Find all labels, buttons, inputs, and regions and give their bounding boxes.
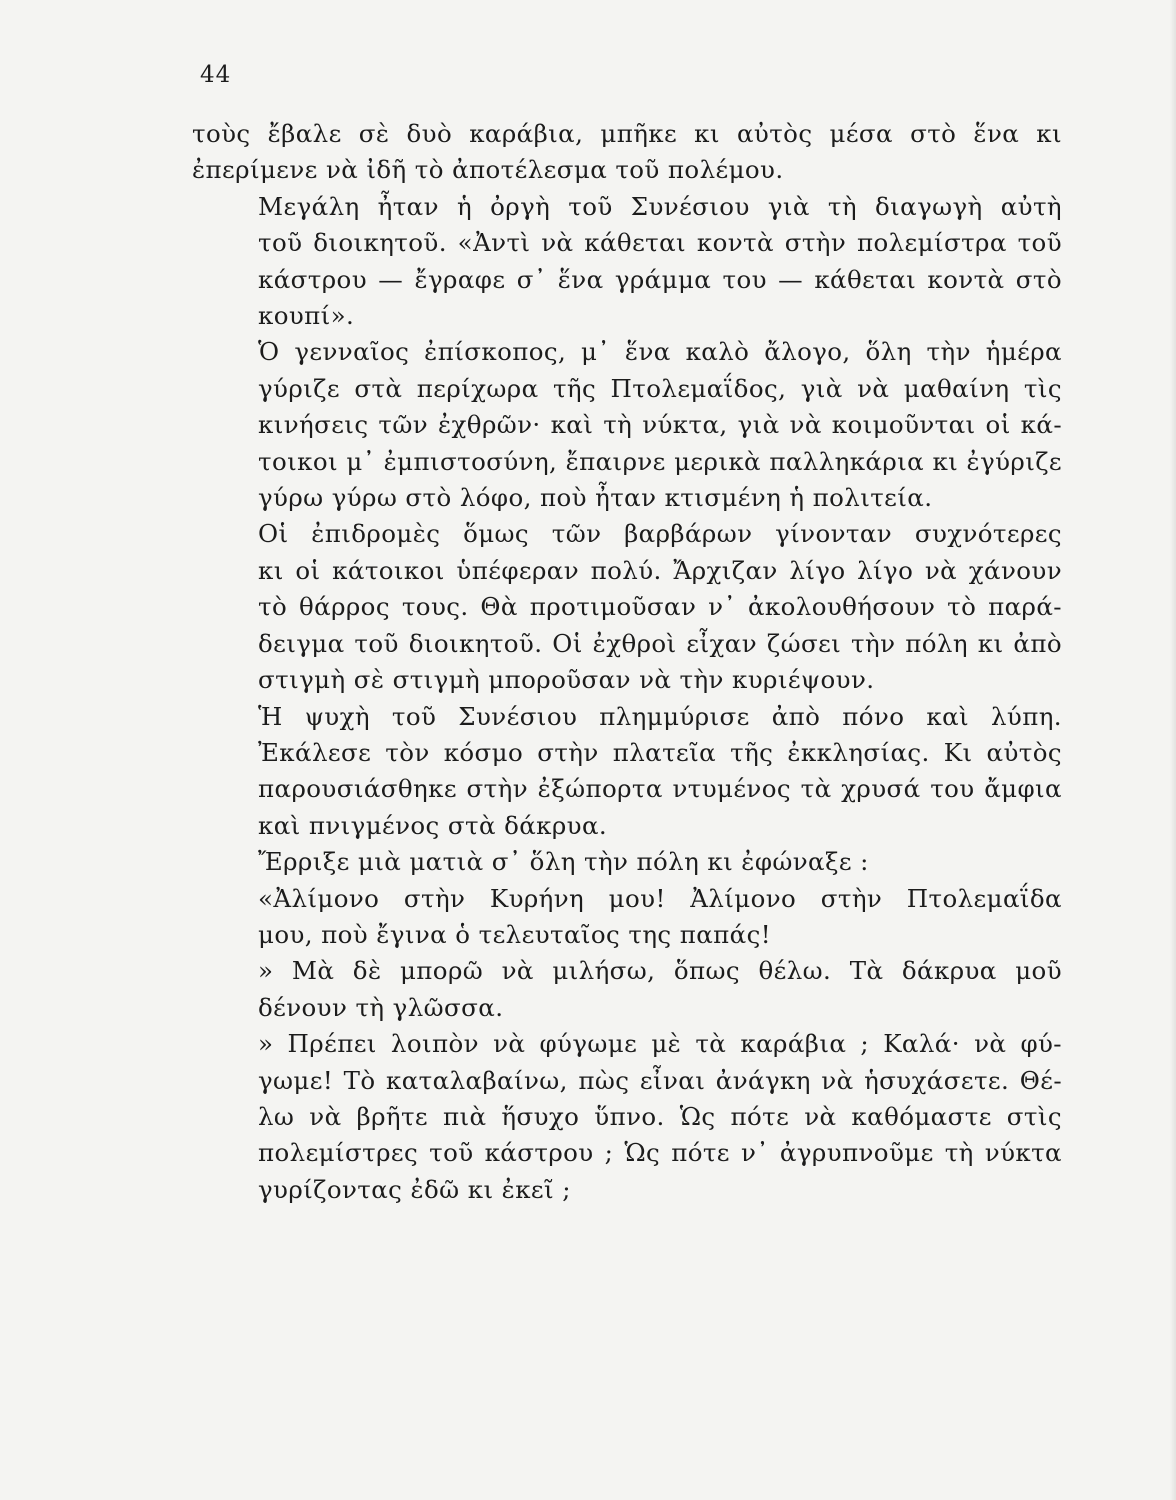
text-line: κάστρου — ἔγραφε σ᾽ ἕνα γράμμα του — κάθεται κοντὰ στὸ <box>258 264 1062 294</box>
paragraph-3 <box>192 334 1062 516</box>
paragraph-7 <box>192 881 1062 954</box>
page-edge-shadow <box>1170 0 1176 1500</box>
text-line: τοικοι μ᾽ ἐμπιστοσύνη, ἔπαιρνε μερικὰ παλληκάρια κι ἐγύριζε <box>258 446 1062 476</box>
text-line: καὶ πνιγμένος στὰ δάκρυα. <box>258 810 608 840</box>
text-line: λω νὰ βρῆτε πιὰ ἥσυχο ὕπνο. Ὡς πότε νὰ καθόμαστε στὶς <box>258 1101 1062 1131</box>
text-line: κι οἱ κάτοικοι ὑπέφεραν πολύ. Ἄρχιζαν λίγο λίγο νὰ χάνουν <box>258 555 1062 585</box>
text-line: Οἱ ἐπιδρομὲς ὅμως τῶν βαρβάρων γίνονταν συχνότερες <box>258 519 1062 549</box>
text-line: μου, ποὺ ἔγινα ὁ τελευταῖος της παπάς! <box>258 919 771 949</box>
text-line: Ὁ γενναῖος ἐπίσκοπος, μ᾽ ἕνα καλὸ ἄλογο, ὅλη τὴν ἡμέρα <box>258 337 1062 367</box>
paragraph-5 <box>192 699 1062 845</box>
text-line: τοῦ διοικητοῦ. «Ἀντὶ νὰ κάθεται κοντὰ στὴν πολεμίστρα τοῦ <box>258 228 1062 258</box>
text-line: Ἔρριξε μιὰ ματιὰ σ᾽ ὅλη τὴν πόλη κι ἐφώναξε : <box>258 847 869 877</box>
paragraph-8 <box>192 953 1062 1026</box>
text-line: στιγμὴ σὲ στιγμὴ μποροῦσαν νὰ τὴν κυριέψουν. <box>258 665 875 695</box>
text-line: κινήσεις τῶν ἐχθρῶν· καὶ τὴ νύκτα, γιὰ νὰ κοιμοῦνται οἱ κά- <box>258 410 1062 440</box>
paragraph-9 <box>192 1026 1062 1208</box>
text-line: Μεγάλη ἦταν ἡ ὀργὴ τοῦ Συνέσιου γιὰ τὴ διαγωγὴ αὐτὴ <box>258 191 1062 221</box>
text-line: «Ἀλίμονο στὴν Κυρήνη μου! Ἀλίμονο στὴν Πτολεμαΐδα <box>258 883 1062 913</box>
text-line: δειγμα τοῦ διοικητοῦ. Οἱ ἐχθροὶ εἶχαν ζώσει τὴν πόλη κι ἀπὸ <box>258 628 1062 658</box>
text-line: Ἡ ψυχὴ τοῦ Συνέσιου πλημμύρισε ἀπὸ πόνο καὶ λύπη. <box>258 701 1062 731</box>
text-line: παρουσιάσθηκε στὴν ἐξώπορτα ντυμένος τὰ χρυσά του ἄμφια <box>258 774 1062 804</box>
text-line: γύριζε στὰ περίχωρα τῆς Πτολεμαΐδος, γιὰ νὰ μαθαίνη τὶς <box>258 373 1062 403</box>
paragraph-4 <box>192 516 1062 698</box>
text-line: δένουν τὴ γλῶσσα. <box>258 992 504 1022</box>
text-line: τὸ θάρρος τους. Θὰ προτιμοῦσαν ν᾽ ἀκολουθήσουν τὸ παρά- <box>258 592 1062 622</box>
text-line: κουπί». <box>258 301 355 331</box>
page-number: 44 <box>200 62 232 88</box>
text-line: ἐπερίμενε νὰ ἰδῆ τὸ ἀποτέλεσμα τοῦ πολέμου. <box>192 155 784 185</box>
text-line: τοὺς ἔβαλε σὲ δυὸ καράβια, μπῆκε κι αὐτὸς μέσα στὸ ἕνα κι <box>192 119 1062 148</box>
paragraph-1 <box>192 116 1062 189</box>
text-line: Ἐκάλεσε τὸν κόσμο στὴν πλατεῖα τῆς ἐκκλησίας. Κι αὐτὸς <box>258 737 1062 767</box>
text-line: γυρίζοντας ἐδῶ κι ἐκεῖ ; <box>258 1174 571 1204</box>
paragraph-2 <box>192 189 1062 335</box>
paragraph-6 <box>192 844 1062 880</box>
text-line: » Μὰ δὲ μπορῶ νὰ μιλήσω, ὅπως θέλω. Τὰ δάκρυα μοῦ <box>258 956 1062 986</box>
text-line: γωμε! Τὸ καταλαβαίνω, πὼς εἶναι ἀνάγκη νὰ ἡσυχάσετε. Θέ- <box>258 1065 1062 1095</box>
text-line: » Πρέπει λοιπὸν νὰ φύγωμε μὲ τὰ καράβια ; Καλά· νὰ φύ- <box>258 1029 1062 1059</box>
text-line: γύρω γύρω στὸ λόφο, ποὺ ἦταν κτισμένη ἡ πολιτεία. <box>258 483 933 513</box>
text-line: πολεμίστρες τοῦ κάστρου ; Ὡς πότε ν᾽ ἀγρυπνοῦμε τὴ νύκτα <box>258 1138 1062 1168</box>
body-text <box>192 116 1062 1208</box>
